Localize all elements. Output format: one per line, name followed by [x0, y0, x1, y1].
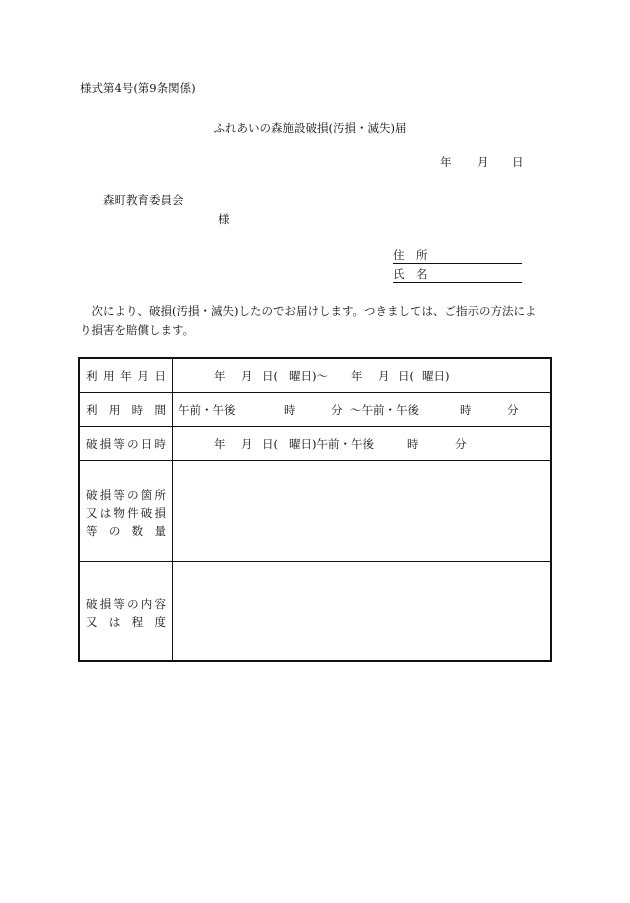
damage-year: 年 [214, 437, 226, 451]
label-line: 破損等の日時 [86, 437, 166, 451]
usage-end-ampm: ～午前・午後 [350, 403, 419, 417]
usage-start-month: 月 [241, 369, 253, 383]
usage-start-year: 年 [214, 369, 226, 383]
label-line: 破損等の内容 [86, 597, 166, 611]
body-text-line: 次により、破損(汚損・滅失)したのでお届けします。つきましては、ご指示の方法によ [80, 304, 537, 318]
table-row-divider [80, 561, 550, 562]
damage-minute: 分 [455, 437, 467, 451]
date-month-label: 月 [477, 155, 489, 169]
addressee-honorific: 様 [218, 212, 230, 226]
usage-end-year: 年 [351, 369, 363, 383]
date-year-label: 年 [440, 155, 452, 169]
damage-report-table [78, 357, 552, 662]
usage-start-day: 日( [262, 369, 278, 383]
addressee-name: 森町教育委員会 [103, 193, 184, 207]
damage-datetime-label [86, 437, 166, 451]
damage-location-label [86, 486, 166, 540]
label-line: 破損等の箇所 [86, 488, 166, 502]
applicant-address-line [393, 248, 522, 264]
body-text-line: り損害を賠償します。 [80, 323, 195, 337]
table-row-divider [80, 426, 550, 427]
damage-month: 月 [241, 437, 253, 451]
damage-weekday-ampm: 曜日)午前・午後 [289, 437, 374, 451]
usage-end-day: 日( [398, 369, 414, 383]
usage-start-minute: 分 [331, 403, 343, 417]
table-column-divider [172, 359, 173, 660]
damage-details-label [86, 595, 166, 631]
table-row-divider [80, 392, 550, 393]
usage-start-ampm: 午前・午後 [178, 403, 236, 417]
table-row-divider [80, 460, 550, 461]
usage-end-weekday: 曜日) [422, 369, 450, 383]
form-number: 様式第4号(第9条関係) [80, 81, 196, 95]
usage-start-weekday: 曜日)～ [289, 369, 328, 383]
damage-hour: 時 [407, 437, 419, 451]
usage-end-minute: 分 [507, 403, 519, 417]
label-line: 又は物件破損 [86, 506, 166, 520]
damage-day: 日( [262, 437, 278, 451]
applicant-name-line [393, 267, 522, 283]
applicant-address-label: 住 所 [393, 248, 428, 262]
usage-end-month: 月 [378, 369, 390, 383]
document-title: ふれあいの森施設破損(汚損・滅失)届 [213, 121, 407, 135]
label-line: 利用時間 [86, 403, 166, 417]
date-day-label: 日 [512, 155, 524, 169]
label-line: 利用年月日 [86, 369, 166, 383]
label-line: 等の数量 [86, 524, 166, 538]
usage-end-hour: 時 [460, 403, 472, 417]
usage-start-hour: 時 [284, 403, 296, 417]
applicant-name-label: 氏 名 [393, 267, 428, 281]
usage-date-label [86, 369, 166, 383]
label-line: 又は程度 [86, 615, 166, 629]
usage-time-label [86, 403, 166, 417]
